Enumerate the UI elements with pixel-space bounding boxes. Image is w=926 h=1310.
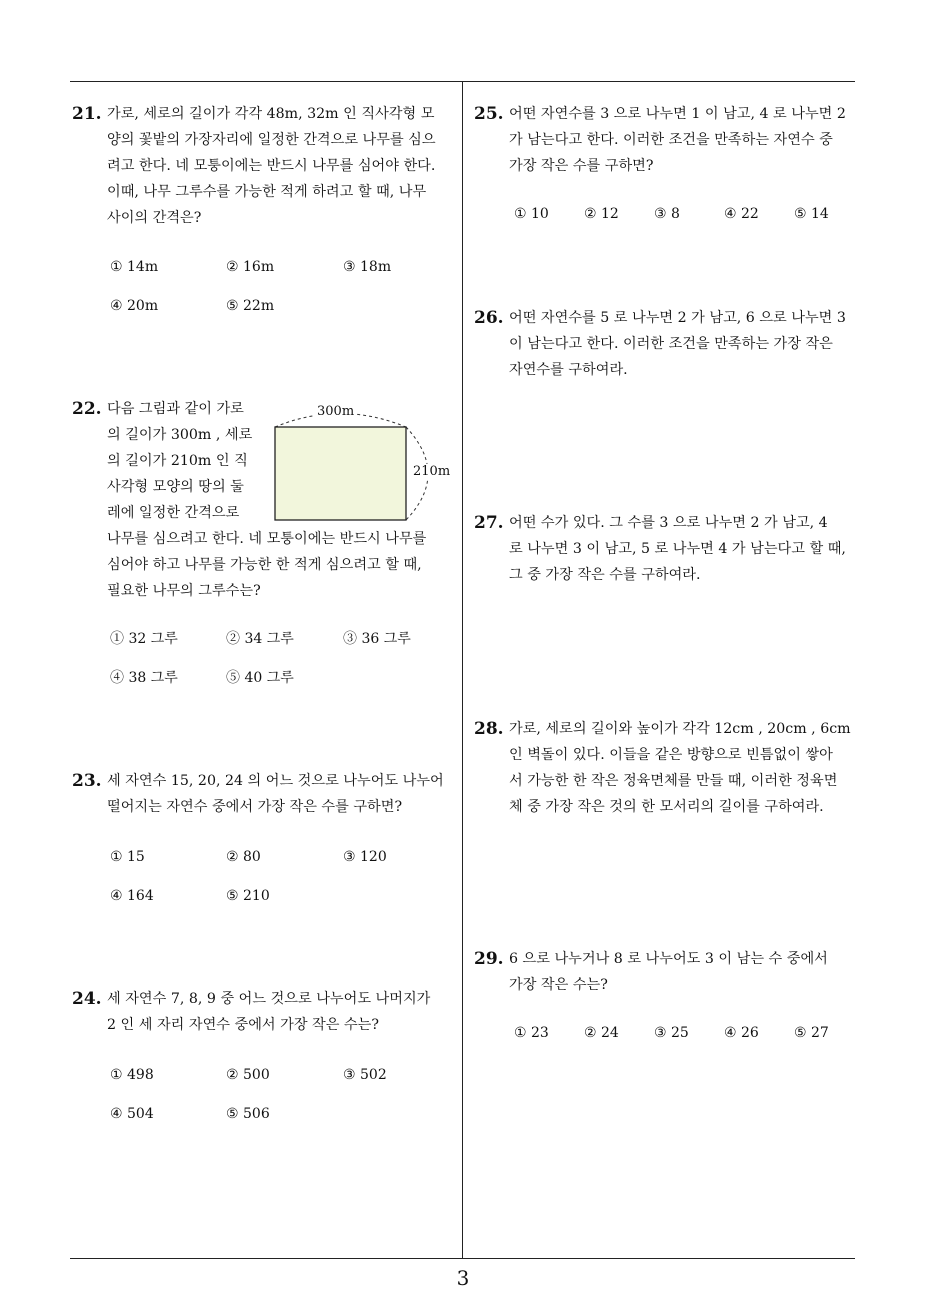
option-2[interactable]: ② 80: [226, 849, 261, 865]
option-3[interactable]: ③ 25: [654, 1025, 689, 1041]
question-number: 25.: [474, 104, 504, 124]
option-2[interactable]: ② 16m: [226, 259, 275, 275]
option-1[interactable]: ① 498: [110, 1067, 154, 1083]
option-3[interactable]: ③ 120: [343, 849, 387, 865]
question-text: 어떤 자연수를 3 으로 나누면 1 이 남고, 4 로 나누면 2 가 남는다고 한다. 이러한 조건을 만족하는 자연수 중 가장 작은 수를 구하면?: [509, 106, 846, 174]
question-text: 세 자연수 7, 8, 9 중 어느 것으로 나누어도 나머지가 2 인 세 자리 자연수 중에서 가장 작은 수는?: [107, 991, 431, 1033]
question-text: 어떤 수가 있다. 그 수를 3 으로 나누면 2 가 남고, 4 로 나누면 3 이 남고, 5 로 나누면 4 가 남는다고 할 때, 그 중 가장 작은 수를 구하여라.: [509, 515, 846, 583]
question-29: [474, 946, 864, 998]
option-5[interactable]: ⑤ 506: [226, 1106, 270, 1122]
question-25: [474, 101, 864, 179]
option-1[interactable]: ① 15: [110, 849, 145, 865]
question-number: 24.: [72, 989, 102, 1009]
option-5[interactable]: ⑤ 22m: [226, 298, 275, 314]
column-divider: [462, 82, 463, 1258]
question-21: [72, 101, 462, 231]
option-1[interactable]: ① 23: [514, 1025, 549, 1041]
question-text-full: 나무를 심으려고 한다. 네 모퉁이에는 반드시 나무를 심어야 하고 나무를 가능한 한 적게 심으려고 할 때, 필요한 나무의 그루수는?: [107, 531, 427, 599]
option-2[interactable]: ② 24: [584, 1025, 619, 1041]
option-5[interactable]: ⑤ 40 그루: [226, 670, 294, 686]
option-4[interactable]: ④ 26: [724, 1025, 759, 1041]
option-3[interactable]: ③ 18m: [343, 259, 392, 275]
question-number: 28.: [474, 719, 504, 739]
option-5[interactable]: ⑤ 14: [794, 206, 829, 222]
option-3[interactable]: ③ 8: [654, 206, 680, 222]
option-3[interactable]: ③ 502: [343, 1067, 387, 1083]
question-text-wrap: 다음 그림과 같이 가로 의 길이가 300m , 세로 의 길이가 210m 인 직 사각형 모양의 땅의 둘 레에 일정한 간격으로: [107, 401, 253, 521]
height-label: 210m: [413, 464, 451, 479]
option-5[interactable]: ⑤ 210: [226, 888, 270, 904]
question-number: 27.: [474, 513, 504, 533]
option-1[interactable]: ① 32 그루: [110, 631, 178, 647]
option-1[interactable]: ① 10: [514, 206, 549, 222]
option-1[interactable]: ① 14m: [110, 259, 159, 275]
page-number: 3: [456, 1266, 470, 1290]
question-23: [72, 768, 462, 820]
question-number: 29.: [474, 949, 504, 969]
question-text: 6 으로 나누거나 8 로 나누어도 3 이 남는 수 중에서 가장 작은 수는?: [509, 951, 828, 993]
option-2[interactable]: ② 12: [584, 206, 619, 222]
rectangle-figure: [270, 402, 460, 532]
option-3[interactable]: ③ 36 그루: [343, 631, 411, 647]
option-4[interactable]: ④ 20m: [110, 298, 159, 314]
question-26: [474, 305, 864, 383]
option-4[interactable]: ④ 504: [110, 1106, 154, 1122]
question-text: 가로, 세로의 길이가 각각 48m, 32m 인 직사각형 모 양의 꽃밭의 가장자리에 일정한 간격으로 나무를 심으 려고 한다. 네 모퉁이에는 반드시 나무를 심어야 한다. 이때, 나무 그루수를 가능한 적게 하려고 할 때, 나무 사이의 간격은?: [107, 106, 436, 226]
option-4[interactable]: ④ 22: [724, 206, 759, 222]
question-24: [72, 986, 462, 1038]
question-27: [474, 510, 864, 588]
question-number: 21.: [72, 104, 102, 124]
question-text: 가로, 세로의 길이와 높이가 각각 12cm , 20cm , 6cm 인 벽돌이 있다. 이들을 같은 방향으로 빈틈없이 쌓아 서 가능한 한 작은 정육면체를 만들 때, 이러한 정육면 체 중 가장 작은 것의 한 모서리의 길이를 구하여라.: [509, 721, 851, 815]
option-4[interactable]: ④ 38 그루: [110, 670, 178, 686]
width-label: 300m: [317, 404, 355, 419]
option-4[interactable]: ④ 164: [110, 888, 154, 904]
question-number: 26.: [474, 308, 504, 328]
option-2[interactable]: ② 500: [226, 1067, 270, 1083]
question-28: [474, 716, 864, 820]
question-text: 어떤 자연수를 5 로 나누면 2 가 남고, 6 으로 나누면 3 이 남는다고 한다. 이러한 조건을 만족하는 가장 작은 자연수를 구하여라.: [509, 310, 846, 378]
option-2[interactable]: ② 34 그루: [226, 631, 294, 647]
option-5[interactable]: ⑤ 27: [794, 1025, 829, 1041]
bottom-rule: [70, 1258, 855, 1259]
question-number: 23.: [72, 771, 102, 791]
question-number: 22.: [72, 399, 102, 419]
question-text: 세 자연수 15, 20, 24 의 어느 것으로 나누어도 나누어 떨어지는 자연수 중에서 가장 작은 수를 구하면?: [107, 773, 444, 815]
